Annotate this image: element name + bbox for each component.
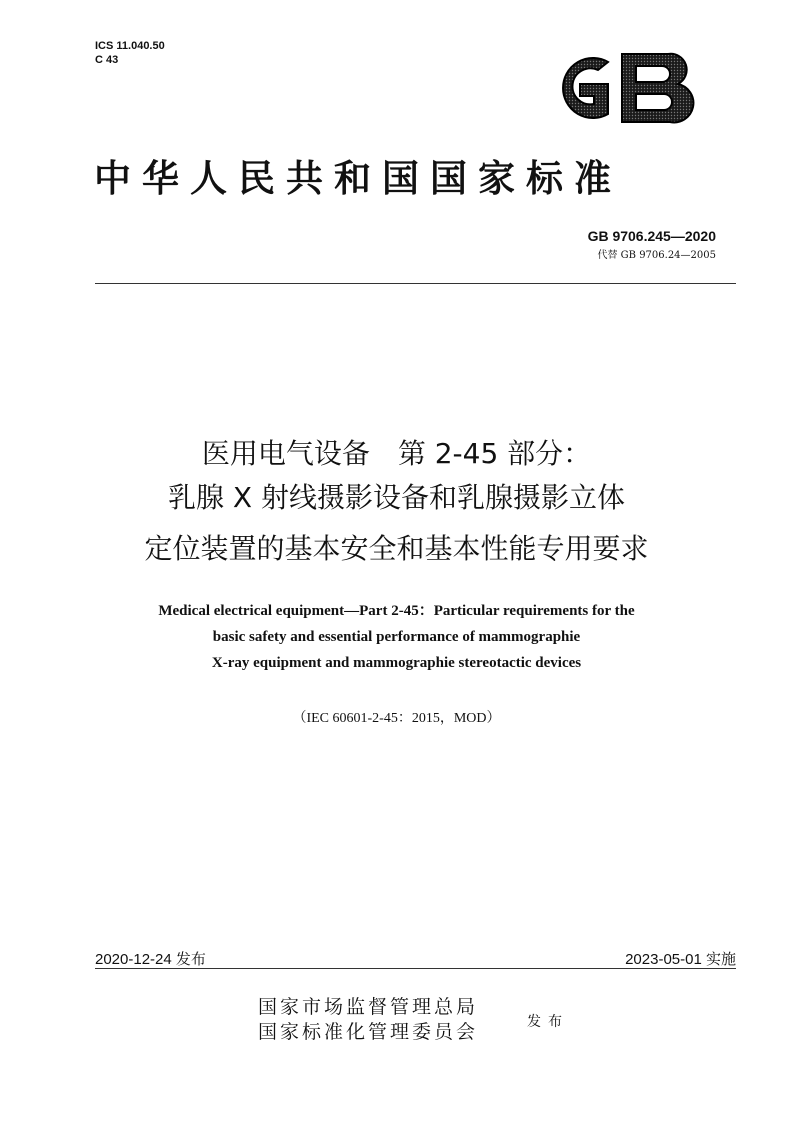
- adoption-note: （IEC 60601-2-45：2015，MOD）: [292, 711, 501, 726]
- standard-number: GB 9706.245—2020: [587, 228, 716, 244]
- publish-label: 发布: [527, 1014, 569, 1030]
- issuer-line-1: 国家市场监督管理总局: [258, 996, 479, 1018]
- en-title-line-2: basic safety and essential performance of mammographie: [212, 629, 581, 645]
- standard-type-title: 中华人民共和国国家标准: [94, 156, 622, 200]
- cn-title-line-1: 医用电气设备 第 2-45 部分：: [201, 437, 592, 470]
- issue-date: 2020-12-24 发布: [95, 951, 206, 968]
- footer-divider: [95, 968, 736, 969]
- cn-title-line-2: 乳腺 X 射线摄影设备和乳腺摄影立体: [168, 481, 625, 514]
- gb-logo: [538, 48, 696, 128]
- classification-codes: [95, 39, 165, 67]
- issuer-line-2: 国家标准化管理委员会: [258, 1021, 479, 1043]
- en-title-line-1: Medical electrical equipment—Part 2-45：Particular requirements for the: [158, 603, 635, 619]
- cn-title-line-3: 定位装置的基本安全和基本性能专用要求: [144, 532, 649, 565]
- replaced-standard: 代替 GB 9706.24—2005: [597, 250, 716, 261]
- implementation-date: 2023-05-01 实施: [625, 951, 736, 968]
- header-divider: [95, 283, 736, 284]
- en-title-line-3: X-ray equipment and mammographie stereotactic devices: [211, 655, 582, 671]
- ccs-code: C 43: [95, 54, 119, 66]
- ics-code: ICS 11.040.50: [95, 40, 165, 52]
